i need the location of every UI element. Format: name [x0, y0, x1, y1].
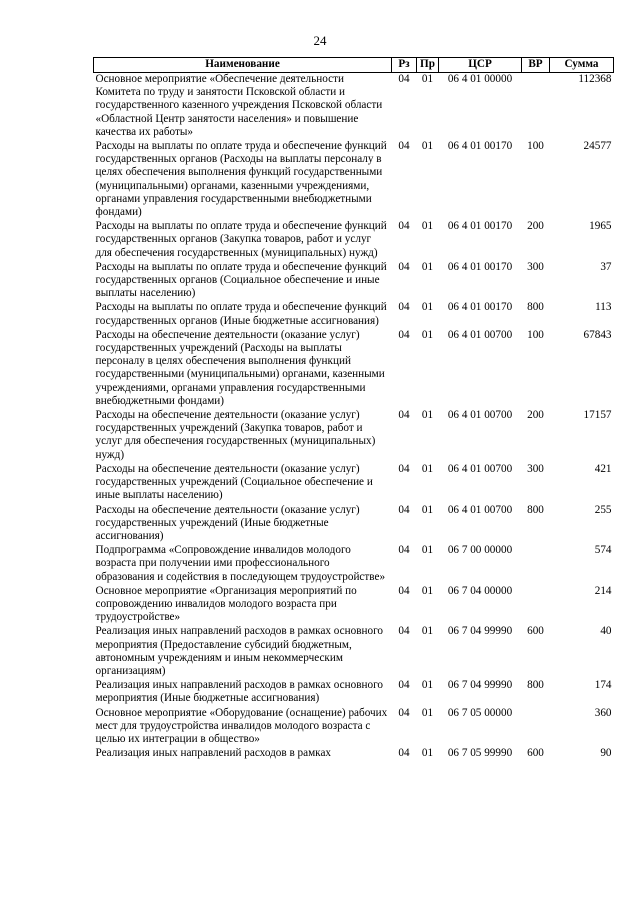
cell-csr: 06 7 00 00000	[447, 544, 513, 557]
cell-pr: 01	[421, 409, 434, 422]
cell-rz: 04	[398, 747, 410, 760]
table-row	[94, 73, 614, 141]
header-sum: Сумма	[550, 58, 614, 73]
cell-name: Расходы на выплаты по оплате труда и обеспечение функций государственных органов (Социальное обеспечение и иные выплаты населению)	[95, 260, 387, 300]
cell-csr: 06 4 01 00700	[447, 503, 513, 516]
cell-rz: 04	[398, 679, 410, 692]
header-csr: ЦСР	[439, 58, 522, 73]
cell-pr: 01	[421, 328, 434, 341]
cell-csr: 06 7 04 99990	[447, 625, 513, 638]
cell-csr: 06 7 05 99990	[447, 747, 513, 760]
cell-name: Подпрограмма «Сопровождение инвалидов молодого возраста при получении ими профессионального образования и содействия в последующем трудоустройстве»	[95, 544, 386, 583]
cell-name: Расходы на обеспечение деятельности (оказание услуг) государственных учреждений (Иные бюджетные ассигнования)	[95, 503, 360, 542]
cell-pr: 01	[421, 679, 434, 692]
cell-csr: 06 7 04 99990	[447, 679, 513, 692]
cell-csr: 06 4 01 00170	[447, 220, 513, 233]
cell-name: Расходы на обеспечение деятельности (оказание услуг) государственных учреждений (Социальное обеспечение и иные выплаты населению)	[95, 462, 373, 502]
cell-vr	[522, 707, 550, 748]
cell-rz: 04	[398, 328, 410, 341]
header-rz: Рз	[392, 58, 417, 73]
cell-pr: 01	[421, 503, 434, 516]
cell-csr: 06 4 01 00170	[447, 260, 513, 273]
cell-sum: 24577	[583, 140, 612, 153]
table-row	[94, 585, 614, 626]
table-row	[94, 544, 614, 585]
cell-pr: 01	[421, 140, 434, 153]
cell-name: Расходы на обеспечение деятельности (оказание услуг) государственных учреждений (Расходы на выплаты персоналу в целях обеспечения выполнения функций государственными (муниципальными) органами, казенными учреждениями, органами управления государственными внебюджетными фондами)	[95, 328, 385, 407]
page-number: 24	[313, 33, 327, 48]
table-row	[94, 707, 614, 748]
cell-vr: 800	[527, 503, 544, 516]
cell-csr: 06 4 01 00170	[447, 301, 513, 314]
cell-vr: 100	[527, 140, 544, 153]
table-row	[94, 301, 614, 328]
cell-pr: 01	[421, 625, 434, 638]
cell-rz: 04	[398, 706, 410, 719]
cell-sum: 174	[594, 679, 612, 692]
cell-pr: 01	[421, 220, 434, 233]
cell-csr: 06 4 01 00170	[447, 140, 513, 153]
cell-sum: 574	[594, 544, 612, 557]
cell-sum: 421	[594, 462, 612, 475]
cell-pr: 01	[421, 706, 434, 719]
cell-vr: 800	[527, 679, 544, 692]
cell-rz: 04	[398, 462, 410, 475]
cell-vr	[522, 585, 550, 626]
table-header-row	[94, 58, 614, 73]
cell-vr: 200	[527, 409, 544, 422]
budget-table	[93, 57, 614, 761]
table-row	[94, 409, 614, 463]
cell-name: Основное мероприятие «Организация мероприятий по сопровождению инвалидов молодого возраста при трудоустройстве»	[95, 584, 357, 624]
cell-sum: 113	[595, 301, 612, 314]
cell-sum: 37	[600, 260, 612, 273]
cell-pr: 01	[421, 73, 434, 85]
cell-vr: 200	[527, 220, 544, 233]
cell-sum: 17157	[583, 409, 612, 422]
table-row	[94, 747, 614, 761]
cell-vr	[522, 544, 550, 585]
header-name: Наименование	[94, 58, 392, 73]
cell-vr: 300	[527, 260, 544, 273]
cell-name: Расходы на выплаты по оплате труда и обеспечение функций государственных органов (Расходы на выплаты персоналу в целях обеспечения выполнения функций государственными (муниципальными) органами, казенными учреждениями, органами управления государственными внебюджетными фондами)	[95, 140, 387, 219]
table-row	[94, 463, 614, 504]
table-row	[94, 329, 614, 409]
header-vr: ВР	[522, 58, 550, 73]
cell-name: Расходы на обеспечение деятельности (оказание услуг) государственных учреждений (Закупка товаров, работ и услуг для обеспечения государственных (муниципальных) нужд)	[95, 409, 376, 461]
table-row	[94, 625, 614, 679]
cell-rz: 04	[398, 409, 410, 422]
cell-name: Реализация иных направлений расходов в рамках основного мероприятия (Иные бюджетные ассигнования)	[95, 679, 383, 705]
cell-csr: 06 4 01 00000	[447, 73, 513, 85]
cell-sum: 255	[594, 503, 612, 516]
cell-csr: 06 4 01 00700	[447, 462, 513, 475]
cell-vr	[522, 73, 550, 141]
cell-rz: 04	[398, 73, 410, 85]
cell-sum: 40	[600, 625, 612, 638]
cell-vr: 600	[527, 625, 544, 638]
cell-vr: 300	[527, 462, 544, 475]
cell-name: Расходы на выплаты по оплате труда и обеспечение функций государственных органов (Закупка товаров, работ и услуг для обеспечения государственных (муниципальных) нужд)	[95, 220, 387, 259]
cell-name: Расходы на выплаты по оплате труда и обеспечение функций государственных органов (Иные бюджетные ассигнования)	[95, 301, 387, 327]
cell-rz: 04	[398, 503, 410, 516]
table-row	[94, 220, 614, 261]
cell-sum: 1965	[589, 220, 612, 233]
cell-name: Основное мероприятие «Обеспечение деятельности Комитета по труду и занятости Псковской области и государственного казенного учреждения Псковской области «Областной Центр занятости населения» и повышение качества их работы»	[95, 73, 383, 138]
cell-rz: 04	[398, 544, 410, 557]
cell-csr: 06 4 01 00700	[447, 328, 513, 341]
cell-sum: 67843	[583, 328, 612, 341]
cell-sum: 214	[594, 584, 612, 597]
cell-pr: 01	[421, 747, 434, 760]
cell-rz: 04	[398, 584, 410, 597]
table-row	[94, 140, 614, 220]
cell-rz: 04	[398, 301, 410, 314]
cell-rz: 04	[398, 220, 410, 233]
cell-vr: 600	[527, 747, 544, 760]
cell-name: Основное мероприятие «Оборудование (оснащение) рабочих мест для трудоустройства инвалидов молодого возраста с целью их интеграции в общество»	[95, 706, 388, 745]
cell-pr: 01	[421, 301, 434, 314]
cell-name: Реализация иных направлений расходов в рамках основного мероприятия (Предоставление субсидий бюджетным, автономным учреждениям и иным некоммерческим организациям)	[95, 625, 383, 677]
cell-rz: 04	[398, 140, 410, 153]
cell-csr: 06 7 05 00000	[447, 706, 513, 719]
table-row	[94, 261, 614, 302]
table-body	[94, 73, 614, 762]
cell-sum: 90	[600, 747, 612, 760]
cell-pr: 01	[421, 544, 434, 557]
table-row	[94, 679, 614, 706]
cell-csr: 06 4 01 00700	[447, 409, 513, 422]
cell-pr: 01	[421, 260, 434, 273]
cell-vr: 100	[527, 328, 544, 341]
cell-pr: 01	[421, 462, 434, 475]
cell-csr: 06 7 04 00000	[447, 584, 513, 597]
cell-vr: 800	[527, 301, 544, 314]
cell-sum: 360	[594, 706, 612, 719]
cell-rz: 04	[398, 260, 410, 273]
header-pr: Пр	[417, 58, 439, 73]
cell-pr: 01	[421, 584, 434, 597]
cell-sum: 112368	[578, 73, 612, 85]
table-row	[94, 504, 614, 545]
cell-rz: 04	[398, 625, 410, 638]
cell-name: Реализация иных направлений расходов в рамках	[95, 747, 332, 760]
